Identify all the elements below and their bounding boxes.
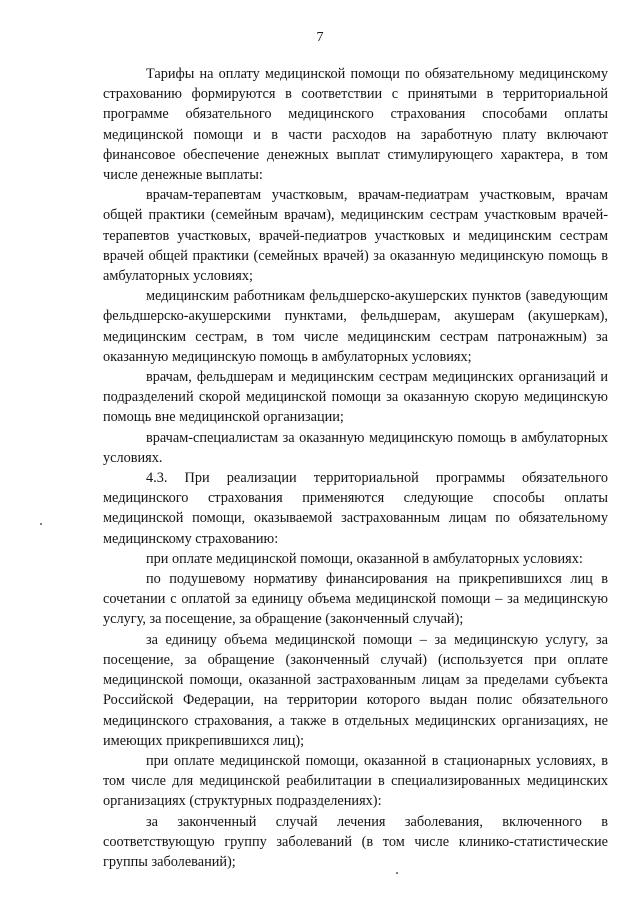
- paragraph-feldsher-posts: медицинским работникам фельдшерско-акушерских пунктов (заведующим фельдшерско-акушерскими пунктами, фельдшерам, акушерам (акушеркам), медицинским сестрам, в том числе медицинским сестрам патронажным) за оказанную медицинскую помощь в амбулаторных условиях;: [103, 288, 608, 365]
- paragraph-specialists: врачам-специалистам за оказанную медицинскую помощь в амбулаторных условиях.: [103, 429, 608, 466]
- scan-speck: [40, 523, 42, 525]
- paragraph-district-doctors: врачам-терапевтам участковым, врачам-педиатрам участковым, врачам общей практики (семейным врачам), медицинским сестрам участковым врачей-терапевтов участковых, врачей-педиатров участковых и медицинским сестрам врачей общей практики (семейных врачей) за оказанную медицинскую помощь в амбулаторных условиях;: [103, 187, 608, 285]
- document-body: [103, 64, 608, 872]
- paragraph-unit-volume: за единицу объема медицинской помощи – за медицинскую услугу, за посещение, за обращение (законченный случай) (используется при оплате медицинской помощи, оказанной застрахованным лицам за пределами субъекта Российской Федерации, на территории которого выдан полис обязательного медицинского страхования, а также в отдельных медицинских организациях, не имеющих прикрепившихся лиц);: [103, 631, 608, 749]
- paragraph-per-capita: по подушевому нормативу финансирования на прикрепившихся лиц в сочетании с оплатой за единицу объема медицинской помощи – за медицинскую услугу, за посещение, за обращение (законченный случай);: [103, 571, 608, 628]
- paragraph-tariffs-intro: Тарифы на оплату медицинской помощи по обязательному медицинскому страхованию формируются в соответствии с принятыми в территориальной программе обязательного медицинского страхования способами оплаты медицинской помощи и в части расходов на заработную плату включают финансовое обеспечение денежных выплат стимулирующего характера, в том числе денежные выплаты:: [103, 66, 608, 184]
- paragraph-completed-case: за законченный случай лечения заболевания, включенного в соответствующую группу заболеваний (в том числе клинико-статистические группы заболеваний);: [103, 813, 608, 870]
- paragraph-emergency-staff: врачам, фельдшерам и медицинским сестрам медицинских организаций и подразделений скорой медицинской помощи за оказанную скорую медицинскую помощь вне медицинской организации;: [103, 369, 608, 426]
- paragraph-section-4-3: 4.3. При реализации территориальной программы обязательного медицинского страхования применяются следующие способы оплаты медицинской помощи, оказываемой застрахованным лицам по обязательному медицинскому страхованию:: [103, 470, 608, 547]
- paragraph-inpatient-heading: при оплате медицинской помощи, оказанной в стационарных условиях, в том числе для медицинской реабилитации в специализированных медицинских организациях (структурных подразделениях):: [103, 752, 608, 810]
- scan-speck: [396, 872, 398, 874]
- paragraph-outpatient-heading: при оплате медицинской помощи, оказанной в амбулаторных условиях:: [146, 550, 583, 567]
- page-number: 7: [316, 30, 324, 45]
